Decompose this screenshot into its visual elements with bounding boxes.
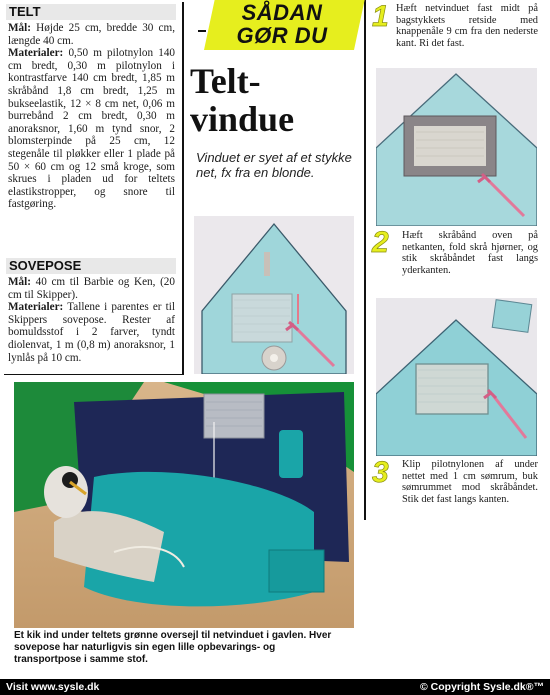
photo-caption: Et kik ind under teltets grønne oversejl til netvinduet i gavlen. Hver sovepose har naturligvis sin egen lille opbevarings- og transportpose i samme stof. bbox=[14, 630, 332, 665]
column-divider-left bbox=[182, 2, 184, 374]
window-photo bbox=[194, 216, 354, 374]
window-photo-image bbox=[194, 216, 354, 374]
banner-line-2: GØR DU bbox=[236, 23, 328, 48]
step-2-text: Hæft skråbånd oven på netkanten, fold skrå hjørner, og stik skråbåndet fast langs yderkanten. bbox=[402, 230, 538, 276]
sovepose-materialer-text: Tallene i parentes er til Skippers sovepose. Rester af bomuldsstof i 2 farver, tyndt diolenvat, 1 m (0,8 m) anoraksnor, 1 lynlås på 10 cm. bbox=[8, 301, 175, 364]
step-3-number: 3 bbox=[372, 456, 389, 489]
step-1-photo bbox=[376, 68, 537, 226]
telt-text bbox=[8, 22, 175, 211]
step-2-number: 2 bbox=[372, 226, 389, 259]
step-3-text: Klip pilotnylonen af under nettet med 1 cm sømrum, buk sømrummet mod skråbåndet. Stik det fast langs kanten. bbox=[402, 459, 538, 505]
telt-materialer-label: Materialer: bbox=[8, 47, 64, 60]
footer-copyright: © Copyright Sysle.dk®™ bbox=[420, 681, 544, 693]
banner-accent-line bbox=[198, 30, 206, 32]
article-intro: Vinduet er syet af et stykke net, fx fra en blonde. bbox=[196, 150, 352, 180]
step-1-text: Hæft netvinduet fast midt på bagstykkets retside med knappenåle 9 cm fra den nederste kant. Ri det fast. bbox=[396, 3, 538, 49]
step-1-photo-image bbox=[376, 68, 537, 226]
telt-maal-label: Mål: bbox=[8, 22, 31, 34]
banner-line-1: SÅDAN bbox=[241, 0, 323, 25]
article-title-line-1: Telt- bbox=[190, 61, 261, 101]
article-title bbox=[190, 62, 360, 138]
column-bottom-rule bbox=[4, 374, 184, 375]
sleeping-bag-photo-image bbox=[14, 382, 354, 628]
sovepose-maal-label: Mål: bbox=[8, 276, 31, 288]
sadan-gor-du-banner bbox=[204, 0, 354, 52]
telt-heading: TELT bbox=[6, 4, 176, 20]
sovepose-materialer-label: Materialer: bbox=[8, 301, 64, 314]
footer-bar bbox=[0, 679, 550, 695]
footer-visit-link[interactable]: Visit www.sysle.dk bbox=[6, 681, 100, 693]
sovepose-maal-text: 40 cm til Barbie og Ken, (20 cm til Skipper). bbox=[8, 276, 175, 301]
telt-maal-text: Højde 25 cm, bredde 30 cm, længde 40 cm. bbox=[8, 22, 175, 47]
step-1-number: 1 bbox=[372, 0, 389, 33]
article-title-line-2: vindue bbox=[190, 99, 295, 139]
step-2-photo-image bbox=[376, 298, 537, 456]
column-divider-right bbox=[364, 0, 366, 520]
step-2-photo bbox=[376, 298, 537, 456]
sovepose-text bbox=[8, 276, 175, 364]
telt-materialer-text: 0,50 m pilotnylon 140 cm bredt, 0,30 m pilotnylon i kontrastfarve 140 cm bredt, 1,85 m skråbånd 1,8 cm bredt, 1,25 m bukseelastik, 12 × 8 cm net, 0,06 m burrebånd 2 cm bredt, 0,30 m anoraksnor, 1,60 m tynd snor, 2 blomsterpinde på 25 cm, 12 stegenåle til pløkker eller 1 plade på 50 × 60 cm og 12 små kroge, som skrues i pladen ud for teltets elastikstropper, og snore til fastgøring. bbox=[8, 47, 176, 211]
sleeping-bag-photo bbox=[14, 382, 354, 628]
sovepose-heading: SOVEPOSE bbox=[6, 258, 176, 274]
